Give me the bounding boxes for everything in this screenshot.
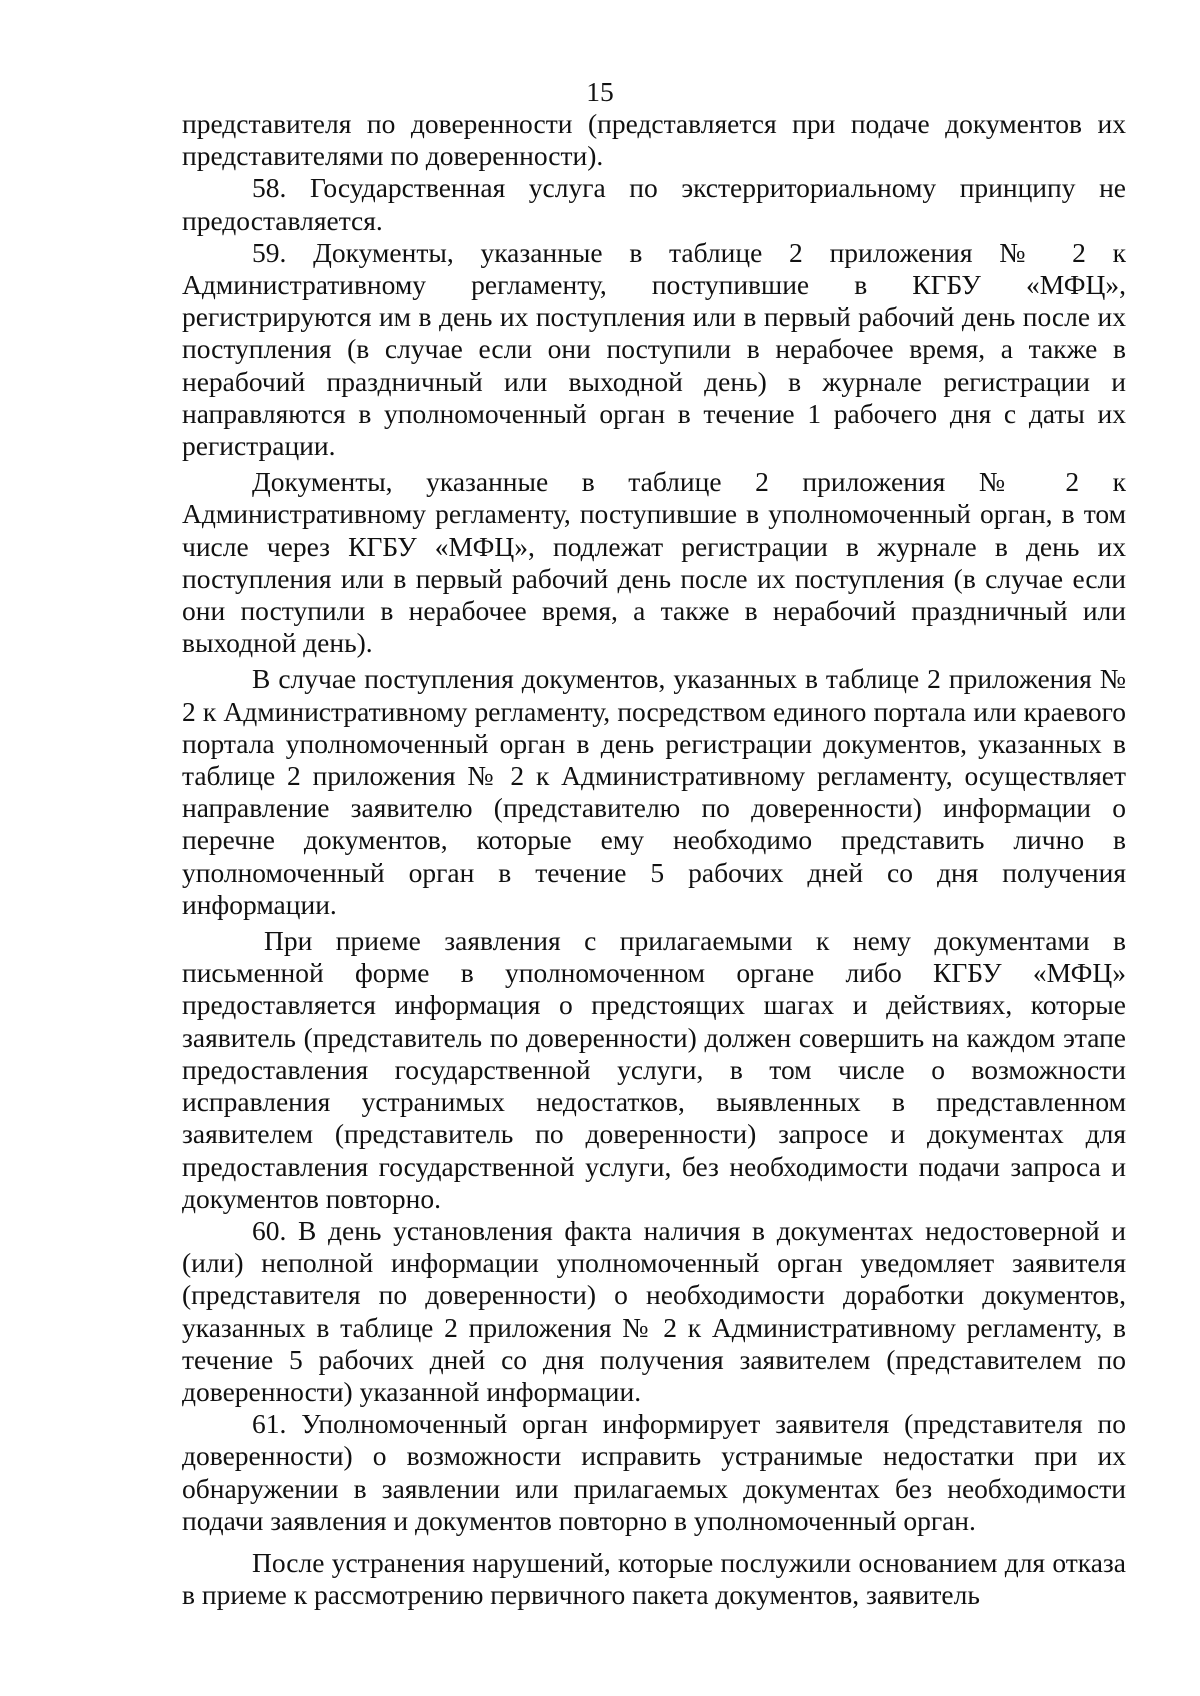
document-body bbox=[182, 108, 1126, 1611]
paragraph-61: 61. Уполномоченный орган информирует заявителя (представителя по доверенности) о возможности исправить устранимые недостатки при их обнаружении в заявлении или прилагаемых документах без необходимости подачи заявления и документов повторно в уполномоченный орган. bbox=[182, 1408, 1126, 1536]
paragraph-continuation: представителя по доверенности (представляется при подаче документов их представителями по доверенности). bbox=[182, 108, 1126, 172]
paragraph-59-portal: В случае поступления документов, указанных в таблице 2 приложения № 2 к Административному регламенту, посредством единого портала или краевого портала уполномоченный орган в день регистрации документов, указанных в таблице 2 приложения № 2 к Административному регламенту, осуществляет направление заявителю (представителю по доверенности) информации о перечне документов, которые ему необходимо представить лично в уполномоченный орган в течение 5 рабочих дней со дня получения информации. bbox=[182, 663, 1126, 920]
paragraph-59-registration: Документы, указанные в таблице 2 приложения № 2 к Административному регламенту, поступившие в уполномоченный орган, в том числе через КГБУ «МФЦ», подлежат регистрации в журнале в день их поступления или в первый рабочий день после их поступления (в случае если они поступили в нерабочее время, а также в нерабочий праздничный или выходной день). bbox=[182, 466, 1126, 659]
paragraph-58: 58. Государственная услуга по экстерриториальному принципу не предоставляется. bbox=[182, 172, 1126, 236]
paragraph-59: 59. Документы, указанные в таблице 2 приложения № 2 к Административному регламенту, поступившие в КГБУ «МФЦ», регистрируются им в день их поступления или в первый рабочий день после их поступления (в случае если они поступили в нерабочее время, а также в нерабочий праздничный или выходной день) в журнале регистрации и направляются в уполномоченный орган в течение 1 рабочего дня с даты их регистрации. bbox=[182, 236, 1126, 462]
page-number: 15 bbox=[586, 76, 614, 107]
paragraph-59-information: При приеме заявления с прилагаемыми к нему документами в письменной форме в уполномоченном органе либо КГБУ «МФЦ» предоставляется информация о предстоящих шагах и действиях, которые заявитель (представитель по доверенности) должен совершить на каждом этапе предоставления государственной услуги, в том числе о возможности исправления устранимых недостатков, выявленных в представленном заявителем (представитель по доверенности) запросе и документах для предоставления государственной услуги, без необходимости подачи запроса и документов повторно. bbox=[182, 925, 1126, 1214]
paragraph-61-correction: После устранения нарушений, которые послужили основанием для отказа в приеме к рассмотрению первичного пакета документов, заявитель bbox=[182, 1546, 1126, 1611]
paragraph-60: 60. В день установления факта наличия в документах недостоверной и (или) неполной информации уполномоченный орган уведомляет заявителя (представителя по доверенности) о необходимости доработки документов, указанных в таблице 2 приложения № 2 к Административному регламенту, в течение 5 рабочих дней со дня получения заявителем (представителем по доверенности) указанной информации. bbox=[182, 1214, 1126, 1407]
